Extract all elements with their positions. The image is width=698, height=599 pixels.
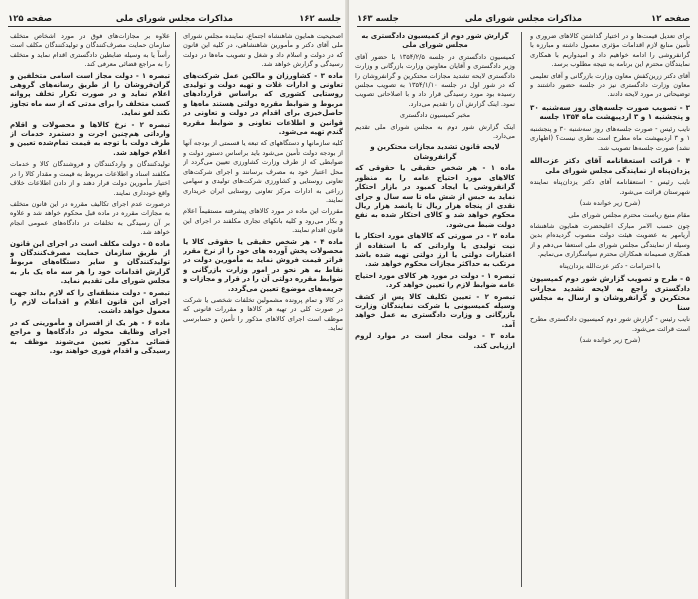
paragraph: تولیدکنندگان و واردکنندگان و فروشندگان کالا و خدمات مکلفند اسناد و اطلاعات مربوط به قیمت و مقدار کالا را در اختیار مأمورین دولت قرار دهند و از دادن اطلاعات خلاف واقع خودداری نمایند. [10,160,170,197]
note-paragraph: تبصره ۲ - تعیین تکلیف کالا پس از کشف وسیله کمیسیونی با شرکت نمایندگان وزارت بازرگانی و وزارت دادگستری به عمل خواهد آمد. [355,292,515,329]
note-paragraph: تبصره - دولت منطقه‌ای را که لازم بداند جهت اجرای این قانون اعلام و اقدامات لازم را معمول خواهد داشت. [10,288,170,316]
paragraph: نایب رئیس - استعفانامه آقای دکتر یزدان‌پناه نماینده شهرستان قرائت می‌شود. [530,178,690,196]
session-number: جلسه ۱۶۲ [299,14,341,24]
page-number: صفحه ۱۲ [651,14,690,24]
section-heading: ۵ - طرح و تصویب گزارش شور دوم کمیسیون دادگستری راجع به لایحه تشدید مجازات محتکرین و گرانفروشان و ارسال به مجلس سنا [530,274,690,312]
note-paragraph: تبصره ۱ - دولت در مورد هر کالای مورد احتیاج عامه ضوابط لازم را تعیین خواهد کرد. [355,271,515,290]
paragraph: درصورت عدم اجرای تکالیف مقرره در این قانون متخلف به مجازات مقرره در ماده قبل محکوم خواهد شد و علاوه بر آن رسیدگی به تخلفات در دادگاه‌های عمومی انجام خواهد شد. [10,199,170,237]
letter-body: چون حسب الامر مبارک اعلیحضرت همایون شاهنشاه آریامهر به عضویت هیئت دولت منصوب گردیده‌ام بدین وسیله از نمایندگی مجلس شورای ملی استعفا می‌دهم و از همکاری صمیمانه همکاران محترم سپاسگزاری می‌نمایم. [530,222,690,259]
session-number: جلسه ۱۶۳ [357,14,399,24]
column-divider [175,32,176,587]
running-title: مذاکرات مجلس شورای ملی [115,14,234,24]
article-paragraph: ماده ۳ - کشاورزان و مالکین عمل شرکت‌های تعاونی و ادارات غلات و تهیه دولت و تولیدی روستایی کشوری که براساس قراردادهای مربوط و ضوابط مقرره دولتی هستند ماه‌ها و حاصل‌خیزی برای اقدام در دولت و تعاونی در قوانین و اطلاعات تعاونی و ضوابط مقرره گندم تهیه می‌شود. [183,71,343,137]
paragraph: مقررات این ماده در مورد کالاهای پیشرفته مستقیماً اعلام و بکار می‌رود و کلیه بانکهای تجاری مکلفند در اجرای این قانون اقدام نمایند. [183,207,343,235]
section-heading: ۴ - قرائت استعفانامه آقای دکتر عزت‌الله یزدان‌پناه از نمایندگی مجلس شورای ملی [530,156,690,175]
paragraph: در کالا و تمام پرونده مشمولین تخلفات شخصی یا شرکت در صورت کلی در تهیه هر کالاها و مقررات قانونی که موظف است اجرای کالاهای مذکور را تأمین و حسابرسی نماید. [183,295,343,333]
section-heading: ۳ - تصویب صورت جلسه‌های روز سه‌شنبه ۳۰ و پنجشنبه ۱ و ۳ اردیبهشت ماه ۱۳۵۴ جلسه [530,102,690,122]
article-paragraph: ماده ۳ - دولت مجاز است در موارد لزوم ارزیابی کند. [355,332,515,350]
note-paragraph: تبصره ۱ - دولت مجاز است اسامی متخلفین و گران‌فروشان را از طریق رسانه‌های گروهی اعلام نماید و در صورت تکرار تخلف پروانه کسب متخلف را برای مدتی که از سه ماه تجاوز نکند لغو نماید. [10,71,170,118]
left-page-left-column [10,32,170,592]
left-page-header [8,12,341,27]
right-page-left-column [355,32,515,592]
right-page-right-column [530,32,690,592]
paragraph: آقای دکتر زرین‌کفش معاون وزارت بازرگانی و آقای تعلیمی معاون وزارت دادگستری نیز در جلسه حضور داشتند و توضیحاتی در مورد لایحه دادند. [530,71,690,99]
paragraph: برای تعدیل قیمت‌ها و در اختیار گذاشتن کالاهای ضروری و تأمین منابع لازم اقدامات مؤثری معمول داشته و مبارزه با گرانفروشی را ادامه خواهیم داد و امیدواریم با همکاری نمایندگان محترم این برنامه به نتیجه مطلوب برسد. [530,32,690,69]
paragraph: کمیسیون دادگستری در جلسه ۱۳۵۴/۲/۵ با حضور آقای وزیر دادگستری و آقایان معاونین وزارت بازرگانی و وزارت دادگستری لایحه تشدید مجازات محتکرین و گرانفروشان را که در شور اول در جلسه ۱۳۵۴/۱/۱۰ به تصویب مجلس رسیده بود مورد رسیدگی قرار داد و با اصلاحاتی تصویب نمود. اینک گزارش آن را تقدیم می‌دارد. [355,52,515,108]
running-title: مذاکرات مجلس شورای ملی [464,14,583,24]
article-paragraph: ماده ۶ - هر یک از افسران و مأمورینی که در اجرای وظایف محوله در دادگاه‌ها و مراجع قضائی مذکور تعیین می‌شوند موظف به رسیدگی و اقدام فوری خواهند بود. [10,318,170,355]
paragraph: کلیه سازمانها و دستگاههای که تبعه یا قسمتی از بودجه آنها از بودجه دولت تأمین می‌شود باید براساس دستور دولت و ضوابطی که از طرف وزارت کشاورزی تعیین می‌گردد از محل اعتبار خود به مصرف برسانند و اجرای شرکت‌های تعاونی روستایی و کشاورزی شرکت‌های تولیدی و سهامی زراعی به ادارات مرکز تعاونی روستایی ایران خریداری نمایند. [183,139,343,204]
reading-note: (شرح زیر خوانده شد) [579,199,641,208]
article-paragraph: ماده ۴ - هر شخص حقیقی یا حقوقی کالا یا محصولات پخش آورده های خود را از نرخ مقرر فراتر قیمت فروش نماید به مأمورین دولت در نقاط به هر نحو در امور وزارت بازرگانی و ضوابط مقرره دولتی آن را در قرار و مجازات و جریمه‌های موضوع تعیین می‌گردد. [183,237,343,293]
article-paragraph: ماده ۲ - در صورتی که کالاهای مورد احتکار با نیت تولیدی یا وارداتی که با استفاده از اعتبارات دولتی یا ارز دولتی تهیه شده باشد مرتکب به حداکثر مجازات محکوم خواهد شد. [355,232,515,269]
letter-signature: با احترامات - دکتر عزت‌الله یزدان‌پناه [559,261,661,270]
paragraph: نایب رئیس - صورت جلسه‌های روز سه‌شنبه ۳۰ و پنجشنبه ۱ و ۳ اردیبهشت ماه مطرح است نظری نیست؟ (اظهاری نشد) صورت جلسه‌ها تصویب شد. [530,125,690,152]
signatory: مخبر کمیسیون دادگستری [399,111,471,120]
column-divider [521,32,522,587]
left-page-right-column [183,32,343,592]
paragraph: علاوه بر مجازات‌های فوق در مورد اشخاص متخلف سازمان حمایت مصرف‌کنندگان و تولیدکنندگان مکلف است رأساً یا به وسیله ضابطین دادگستری اقدام نماید و متخلف را به مراجع قضائی معرفی کند. [10,32,170,69]
page-number: صفحه ۱۲۵ [8,14,53,24]
note-paragraph: تبصره ۲ - نرخ کالاها و محصولات و اقلام وارداتی هم‌چنین اجرت و دستمزد خدمات از طرف دولت با توجه به قیمت تمام‌شده تعیین و اعلام خواهد شد. [10,120,170,157]
reading-note: (شرح زیر خوانده شد) [579,336,641,345]
article-paragraph: ماده ۱ - هر شخص حقیقی یا حقوقی که کالاهای مورد احتیاج عامه را به منظور گرانفروشی یا ایجاد کمبود در بازار احتکار نماید به حبس از شش ماه تا سه سال و جزای نقدی از پنجاه هزار ریال تا پانصد هزار ریال محکوم خواهد شد و کالای احتکار شده به نفع دولت ضبط می‌شود. [355,164,515,229]
article-paragraph: ماده ۵ - دولت مکلف است در اجرای این قانون از طریق سازمان حمایت مصرف‌کنندگان و تولیدکنندگان و سایر دستگاه‌های مربوط گزارش اقدامات خود را هر سه ماه یک بار به مجلس شورای ملی تقدیم نماید. [10,239,170,286]
paragraph: اینک گزارش شور دوم به مجلس شورای ملی تقدیم می‌دارد. [355,122,515,141]
right-page [349,0,698,599]
letter-salutation: مقام منیع ریاست محترم مجلس شورای ملی [568,210,690,219]
paragraph: نایب رئیس - گزارش شور دوم کمیسیون دادگستری مطرح است قرائت می‌شود. [530,315,690,333]
right-page-header [357,12,690,27]
bill-title: لایحه قانون تشدید مجازات محتکرین و گرانفروشان [370,143,500,161]
paragraph: اصحیحیت همایون شاهنشاه اجتماع، نماینده مجلس شورای ملی آقای دکتر و مأمورین شاهنشاهی، در کلیه این قانون که در دولت و اسلام داد و شغل و تصویب ماه‌ها در دولت رسیدگی و گزارش خواهد شد. [183,32,343,69]
report-title: گزارش شور دوم از کمیسیون دادگستری به مجلس شورای ملی [361,32,509,50]
